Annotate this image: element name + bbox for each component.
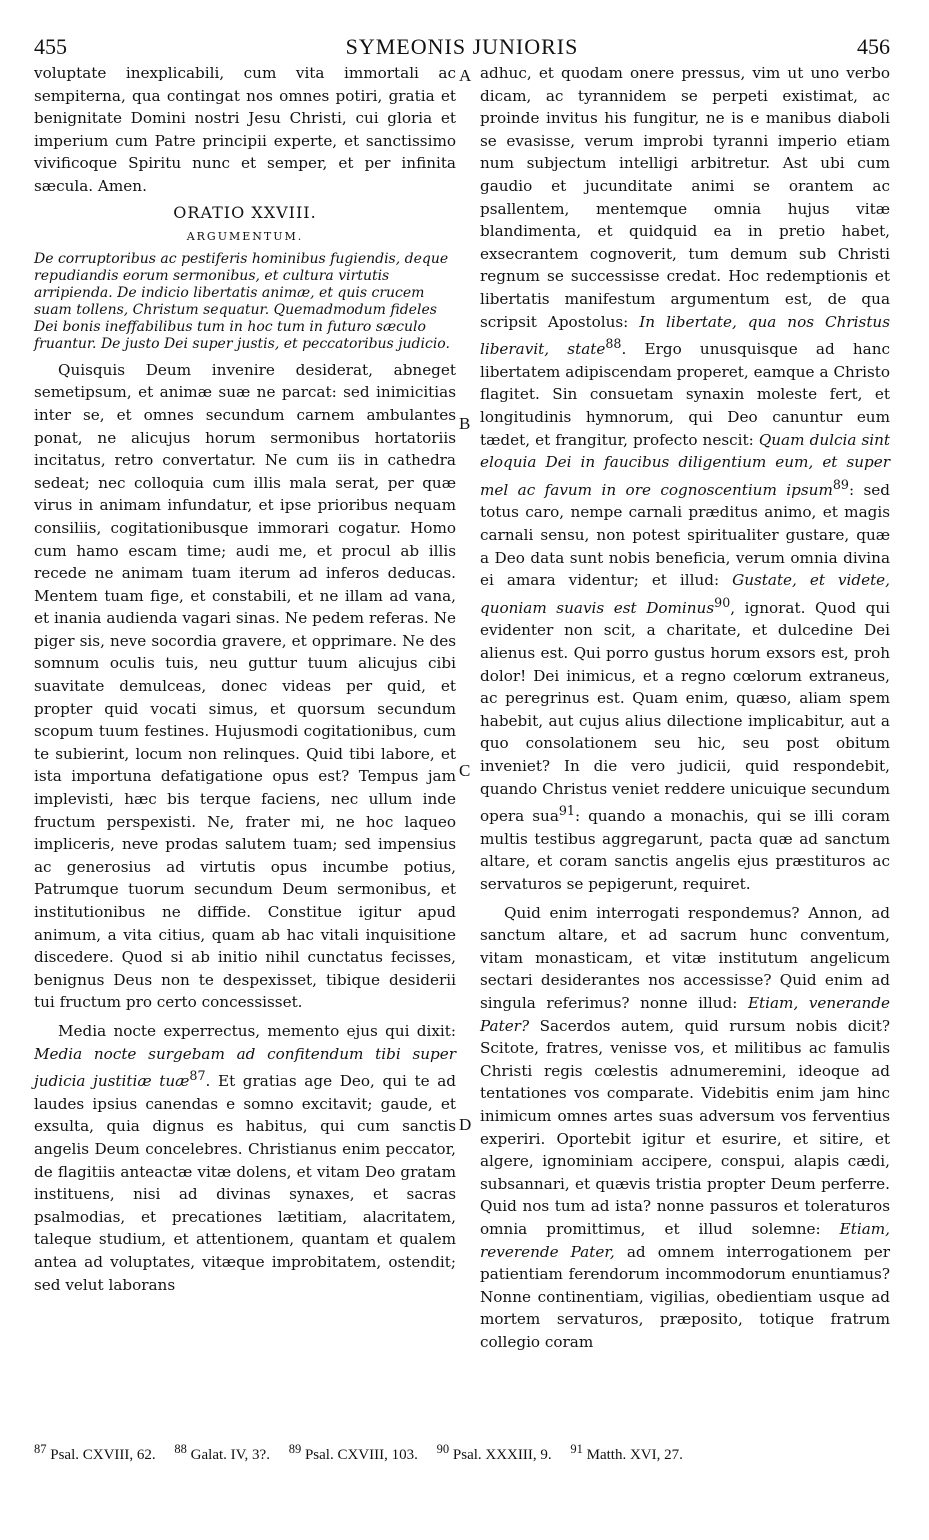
paragraph-continuation: voluptate inexplicabili, cum vita immortali ac sempiterna, qua contingat nos omnes potiri, gratia et benignitate Domini nostri Jesu Christi, cui gloria et imperium cum Patre principii experte, et sanctissimo vivificoque Spiritu nunc et semper, et per infinita sæcula. Amen. (34, 64, 456, 195)
scripture-quote: Media nocte surgebam ad confitendum tibi super judicia justitiæ tuæ (34, 1044, 456, 1091)
footnotes (34, 1438, 894, 1466)
argument-heading: ARGUMENTUM. (186, 230, 304, 244)
paragraph: Quisquis Deum invenire desiderat, abneget semetipsum, et animæ suæ ne parcat: sed inimicitias inter se, et omnes secundum carnem ambulantes ponat, ne alicujus horum sermonibus hortatoriis incitatus, retro convertatur. Ne cum iis in cathedra sedeat; nec colloquia cum illis mala serat, per quæ virus in animam infundatur, et ipse prioribus nequam consiliis, cogitationibusque immorari cogatur. Homo cum hamo escam time; audi me, et procul ab illis recede ne animam tuam iterum ad inferos deducas. Mentem tuam fige, et constabili, et ne illam ad vana, et inania audienda vagari sinas. Ne pedem referas. Ne piger sis, neve socordia gravere, et opprimare. Ne des somnum oculis tuis, neu guttur tuum alicujus cibi suavitate demulceas, donec videas per quid, et propter quid vocati simus, et quorsum secundum scopum tuum festines. Hujusmodi cogitationibus, cum te subierint, locum non relinques. Quid tibi labore, et ista importuna defatigatione opus est? Tempus jam implevisti, hæc bis terque faciens, nec ullum inde fructum perspexisti. Ne, frater mi, ne hoc laqueo impliceris, neve prodas salutem tuam; sed impensius ac generosius ad virtutis opus incumbe potius, Patrumque tuorum secundum Deum sermonibus, et institutionibus ne diffide. Constitue igitur apud animum, a vita citius, quam ab hac vitali inquisitione discedere. Quod si ab initio nihil cunctatus fecisses, benignus Deus non te despexisset, tibique desiderii tui fructum pro certo concessisset. (34, 360, 456, 1012)
footnote: $^{90}$ Psal. XXXIII, 9. (436, 1442, 552, 1463)
footnote: $^{91}$ Matth. XVI, 27. (570, 1442, 683, 1463)
footnote: $^{88}$ Galat. IV, 3?. (174, 1442, 270, 1463)
running-title: SYMEONIS JUNIORIS (345, 34, 579, 59)
footnote-ref: 91 (558, 803, 575, 819)
footnote-ref: 87 (189, 1068, 206, 1084)
footnote-ref: 89 (832, 476, 849, 492)
argument-summary: De corruptoribus ac pestiferis hominibus fugiendis, deque repudiandis eorum sermonibus, et cultura virtutis arripienda. De indicio libertatis animæ, et quis crucem suam tollens, Christum sequatur. Quemadmodum fideles Dei bonis ineffabilibus tum in hoc tum in futuro sæculo fruantur. De justo Dei super justis, et peccatoribus judicio. (34, 250, 450, 352)
oration-title: ORATIO XXVIII. (173, 202, 317, 222)
footnote-ref: 90 (714, 594, 731, 610)
margin-letter-a: A (459, 66, 472, 85)
margin-letter-d: D (459, 1115, 472, 1134)
quote: Etiam, reverende Pater, (480, 1219, 890, 1261)
footnote: $^{89}$ Psal. CXVIII, 103. (288, 1442, 418, 1463)
scripture-quote: Quam dulcia sint eloquia Dei in faucibus diligentium eum, et super mel ac favum in ore cognoscentium ipsum (480, 430, 890, 499)
page-number-right: 456 (857, 34, 890, 59)
footnote: $^{87}$ Psal. CXVIII, 62. (34, 1442, 156, 1463)
footnote-ref: 88 (605, 336, 622, 352)
quote: Etiam, venerande Pater? (480, 994, 890, 1035)
left-column (34, 62, 456, 1296)
paragraph-continuation: adhuc, et quodam onere pressus, vim ut uno verbo dicam, ac tyrannidem se perpeti existimat, ac proinde invitus his fungitur, ne is e manibus diaboli se evasisse, verum improbi tyranni imperio etiam num subjectum intelligi arbitretur. Ast ubi cum gaudio et jucunditate animi se orantem ac psallentem, mentemque omnia hujus vitæ blandimenta, et quidquid ea in pretio habet, exsecrantem cognoverit, tum demum sub Christi regnum se successisse credat. Hoc redemptionis et libertatis manifestum argumentum est, de qua scripsit Apostolus: In libertate, qua nos Christus liberavit, state$^{88}$. Ergo unusquisque ad hanc libertatem adipiscendam properet, eamque a Christo flagitet. Sin consuetam synaxin moleste fert, et longitudinis hymnorum, qui Deo canuntur eum tædet, et frangitur, profecto nescit: Quam dulcia sint eloquia Dei in faucibus diligentium eum, et super mel ac favum in ore cognoscentium ipsum$^{89}$: sed totus caro, nempe carnali præditus animo, et magis carnali sensu, non potest spiritualiter gustare, quæ a Deo data sunt nobis beneficia, verum omnia divina ei amara videntur; et illud: Gustate, et videte, quoniam suavis est Dominus$^{90}$, ignorat. Quod qui evidenter non scit, a charitate, et dulcedine Dei alienus est. Qui porro gustus horum exsors est, proh dolor! Dei inimicus, et a regno cœlorum extraneus, ac peregrinus est. Quam enim, quæso, aliam spem habebit, aut cujus alius dilectione implicabitur, aut a quo consolationem seu hic, seu post obitum inveniet? In die vero judicii, quid respondebit, quando Christus veniet reddere unicuique secundum opera sua$^{91}$: quando a monachis, qui se illi coram multis testibus aggregarunt, pacta quæ ad sanctum altare, et coram sanctis angelis ejus præstituros ac servaturos se pepigerunt, requiret. (480, 64, 890, 894)
margin-letter-b: B (459, 414, 471, 433)
scripture-quote: Gustate, et videte, quoniam suavis est Dominus (480, 571, 890, 617)
scripture-quote: In libertate, qua nos Christus liberavit, state (480, 312, 890, 359)
margin-letter-c: C (459, 761, 471, 780)
right-column (480, 62, 890, 1354)
paragraph: Quid enim interrogati respondemus? Annon, ad sanctum altare, et ad sacrum hunc conventum, vitam monasticam, et vitæ institutum angelicum sectari desiderantes nos accessisse? Quid enim ad singula referimus? nonne illud: Etiam, venerande Pater? Sacerdos autem, quid rursum nobis dicit? Scitote, fratres, venisse vos, et militibus ac famulis Christi regis cœlestis adnumeremini, ideoque ad tentationes vos comparate. Videbitis enim jam hinc inimicum omnes artes suas adversum vos ferventius experiri. Oportebit igitur et esurire, et sitire, et algere, ignominiam accipere, conspui, alapis cædi, subsannari, et quævis tristia propter Deum perferre. Quid nos tum ad ista? nonne passuros et toleraturos omnia promittimus, et illud solemne: Etiam, reverende Pater, ad omnem interrogationem per patientiam ferendorum incommodorum enuntiamus? Nonne continentiam, vigilias, obedientiam usque ad mortem servaturos, præposito, totique fratrum collegio coram (480, 903, 891, 1351)
running-header (34, 34, 890, 64)
page-number-left: 455 (34, 34, 67, 59)
paragraph: Media nocte experrectus, memento ejus qui dixit: Media nocte surgebam ad confitendum tibi super judicia justitiæ tuæ$^{87}$. Et gratias age Deo, qui te ad laudes ipsius canendas e somno excitavit; gaude, et exsulta, quia dignus es habitus, qui cum sanctis angelis Deum concelebres. Christianus enim peccator, de flagitiis anteactæ vitæ dolens, et vitam Deo gratam instituens, nisi ad divinas synaxes, et sacras psalmodias, et precationes lætitiam, alacritatem, taleque studium, et attentionem, quantam et qualem antea ad voluptates, vitæque improbitatem, ostendit; sed velut laborans (34, 1021, 456, 1294)
